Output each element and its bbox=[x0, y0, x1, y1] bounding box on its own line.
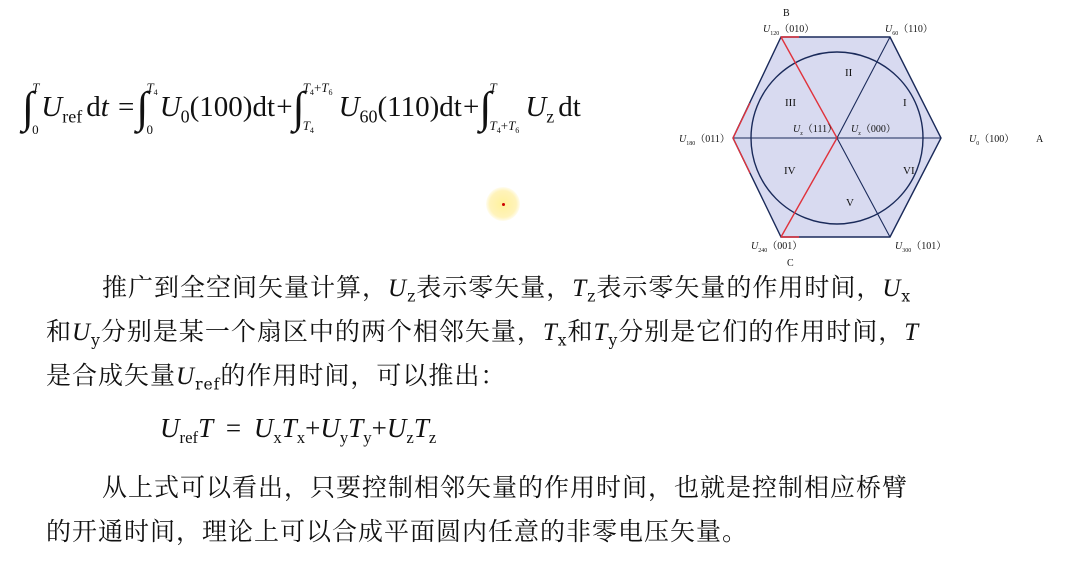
int4-lower-plus: + bbox=[500, 117, 509, 133]
int1-upper: T bbox=[32, 80, 40, 96]
uz-111-label: $U_z(111)$ bbox=[793, 124, 838, 137]
sector-IV: IV bbox=[784, 165, 796, 177]
synthesis-equation: $U_{ref}T = U_xT_x+U_yT_y+U_zT_z$ bbox=[160, 413, 437, 447]
u0-var: U bbox=[159, 91, 181, 123]
integral-sign-2: ∫ bbox=[136, 83, 149, 132]
sector-VI: VI bbox=[903, 165, 915, 177]
u-ref-sub: ref bbox=[62, 106, 83, 127]
u0-label: $U_0(100)$ bbox=[969, 134, 1015, 147]
label-A: A bbox=[1036, 134, 1044, 145]
integral-sign-4: ∫ bbox=[479, 83, 492, 132]
paragraph-1-line-2: 和$U_y$分别是某一个扇区中的两个相邻矢量，$T_x$和$T_y$分别是它们的作用时间，T bbox=[46, 317, 920, 350]
int4-lower-sub: 4 bbox=[496, 125, 501, 135]
integral-sign-1: ∫ bbox=[22, 83, 35, 132]
int4-upper: T bbox=[489, 80, 497, 96]
plus-sign-2: + bbox=[463, 91, 480, 123]
int3-upper: T bbox=[302, 80, 310, 96]
uz-var: U bbox=[525, 91, 547, 123]
label-C: C bbox=[787, 258, 794, 269]
mouse-cursor-highlight bbox=[486, 187, 520, 221]
sector-V: V bbox=[846, 197, 854, 209]
u300-label: $U_{300}(101)$ bbox=[895, 241, 947, 254]
u60-var: U bbox=[338, 91, 360, 123]
paragraph-2-line-1: 从上式可以看出，只要控制相邻矢量的作用时间，也就是控制相应桥臂 bbox=[102, 473, 909, 502]
int4-lower-t2: T bbox=[508, 117, 516, 133]
integral-equation bbox=[22, 72, 581, 146]
sector-II: II bbox=[845, 67, 853, 79]
u60-label: $U_{60}(110)$ bbox=[885, 24, 933, 37]
u60-arg: (110)dt bbox=[377, 91, 462, 123]
u0-sub: 0 bbox=[180, 106, 190, 127]
label-B: B bbox=[783, 8, 790, 19]
equals-sign: = bbox=[118, 91, 135, 123]
sector-I: I bbox=[903, 97, 907, 109]
u-ref-var: U bbox=[41, 91, 63, 123]
int3-upper-sub: 4 bbox=[309, 88, 314, 98]
space-vector-hexagon-diagram bbox=[675, 0, 1067, 270]
int4-lower-sub2: 6 bbox=[515, 125, 520, 135]
int2-upper-sub: 4 bbox=[153, 88, 158, 98]
uz-sub: z bbox=[546, 106, 555, 127]
int3-lower: T bbox=[302, 117, 310, 133]
u240-label: $U_{240}(001)$ bbox=[751, 241, 803, 254]
u60-sub: 60 bbox=[359, 106, 378, 127]
paragraph-2-line-2: 的开通时间，理论上可以合成平面圆内任意的非零电压矢量。 bbox=[46, 517, 749, 546]
int2-upper: T bbox=[146, 80, 154, 96]
paragraph-1-line-3: 是合成矢量$U_{ref}$的作用时间，可以推出： bbox=[46, 361, 507, 394]
plus-sign-1: + bbox=[276, 91, 293, 123]
u120-label: $U_{120}(010)$ bbox=[763, 24, 815, 37]
int3-upper-sub2: 6 bbox=[328, 88, 333, 98]
paragraph-1-line-1: 推广到全空间矢量计算，$U_z$表示零矢量，$T_z$表示零矢量的作用时间，$U_x$ bbox=[102, 273, 912, 306]
int4-lower: T bbox=[489, 117, 497, 133]
sector-III: III bbox=[785, 97, 796, 109]
uz-dt: dt bbox=[558, 91, 581, 123]
t-symbol: t bbox=[100, 91, 109, 123]
integral-sign-3: ∫ bbox=[292, 83, 305, 132]
int3-upper-plus: + bbox=[313, 80, 322, 96]
u0-arg: (100)dt bbox=[189, 91, 276, 123]
int3-lower-sub: 4 bbox=[309, 125, 314, 135]
int3-upper-t2: T bbox=[321, 80, 329, 96]
d-symbol: d bbox=[86, 91, 101, 123]
uz-000-label: $U_z(000)$ bbox=[851, 124, 896, 137]
int1-lower: 0 bbox=[32, 122, 39, 138]
int2-lower: 0 bbox=[146, 122, 153, 138]
u180-label: $U_{180}(011)$ bbox=[679, 134, 730, 147]
